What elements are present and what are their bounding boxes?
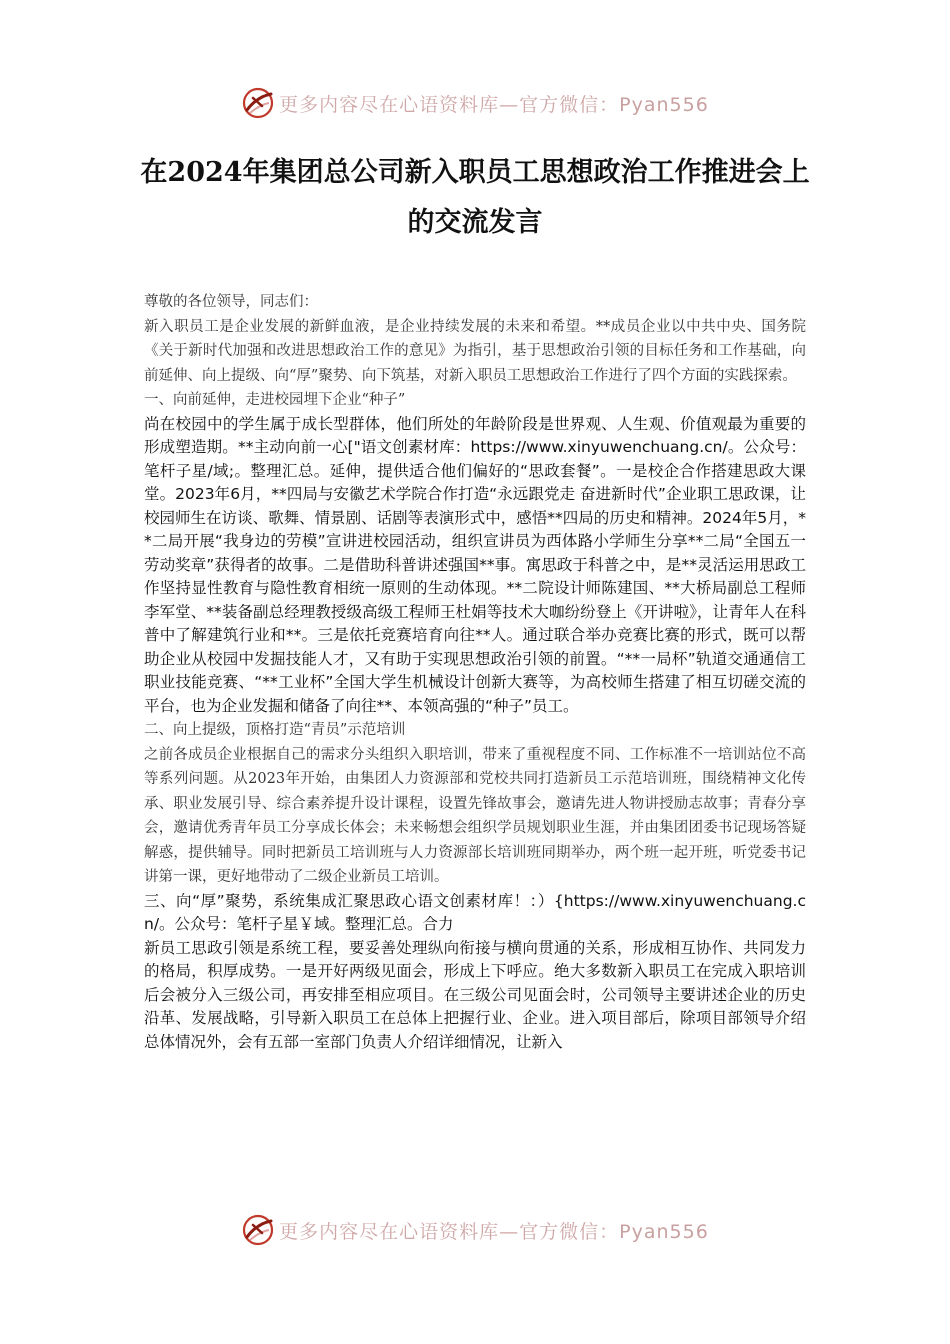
watermark-banner-bottom	[0, 1210, 950, 1250]
section-1-paragraph: 尚在校园中的学生属于成长型群体，他们所处的年龄阶段是世界观、人生观、价值观最为重要的形成塑造期。**主动向前一心["语文创素材库：https://www.xinyuwenchuang.cn/。公众号：笔杆子星/域;。整理汇总。延伸，提供适合他们偏好的“思政套餐”。一是校企合作搭建思政大课堂。2023年6月，**四局与安徽艺术学院合作打造“永远跟党走 奋进新时代”企业职工思政课，让校园师生在访谈、歌舞、情景剧、话剧等表演形式中，感悟**四局的历史和精神。2024年5月，**二局开展“我身边的劳模”宣讲进校园活动，组织宣讲员为西体路小学师生分享**二局“全国五一劳动奖章”获得者的故事。二是借助科普讲述强国**事。寓思政于科普之中，是**灵活运用思政工作坚持显性教育与隐性教育相统一原则的生动体现。**二院设计师陈建国、**大桥局副总工程师李军堂、**装备副总经理教授级高级工程师王杜娟等技术大咖纷纷登上《开讲啦》，让青年人在科普中了解建筑行业和**。三是依托竞赛培育向往**人。通过联合举办竞赛比赛的形式，既可以帮助企业从校园中发掘技能人才，又有助于实现思想政治引领的前置。“**一局杯”轨道交通通信工职业技能竞赛、“**工业杯”全国大学生机械设计创新大赛等，为高校师生搭建了相互切磋交流的平台，也为企业发掘和储备了向往**、本领高强的“种子”员工。	[144, 414, 806, 715]
section-3-paragraph: 新员工思政引领是系统工程，要妥善处理纵向衔接与横向贯通的关系，形成相互协作、共同发力的格局，积厚成势。一是开好两级见面会，形成上下呼应。绝大多数新入职员工在完成入职培训后会被分入三级公司，再安排至相应项目。在三级公司见面会时，公司领导主要讲述企业的历史沿革、发展战略，引导新入职员工在总体上把握行业、企业。进入项目部后，除项目部领导介绍总体情况外，会有五部一室部门负责人介绍详细情况，让新入	[144, 938, 806, 1051]
intro-paragraph: 新入职员工是企业发展的新鲜血液，是企业持续发展的未来和希望。**成员企业以中共中央、国务院《关于新时代加强和改进思想政治工作的意见》为指引，基于思想政治引领的目标任务和工作基础，向前延伸、向上提级、向“厚”聚势、向下筑基，对新入职员工思想政治工作进行了四个方面的实践探索。	[144, 318, 806, 384]
document-body	[144, 290, 806, 1054]
watermark-text: 更多内容尽在心语资料库—官方微信：Pyan556	[279, 1220, 709, 1243]
section-heading-3: 三、向“厚”聚势，系统集成汇聚思政心语文创素材库！：）{https://www.xinyuwenchuang.cn/。公众号：笔杆子星￥域。整理汇总。合力	[144, 891, 806, 933]
section-heading-1: 一、向前延伸，走进校园埋下企业“种子”	[144, 392, 406, 408]
document-title: 在2024年集团总公司新入职员工思想政治工作推进会上的交流发言	[140, 157, 810, 238]
section-heading-2: 二、向上提级，顶格打造“青员”示范培训	[144, 722, 406, 738]
section-2-paragraph: 之前各成员企业根据自己的需求分头组织入职培训，带来了重视程度不同、工作标准不一培训站位不高等系列问题。从2023年开始，由集团人力资源部和党校共同打造新员工示范培训班，围绕精神文化传承、职业发展引导、综合素养提升设计课程，设置先锋故事会，邀请先进人物讲授励志故事；青春分享会，邀请优秀青年员工分享成长体会；未来畅想会组织学员规划职业生涯，并由集团团委书记现场答疑解惑，提供辅导。同时把新员工培训班与人力资源部长培训班同期举办，两个班一起开班，听党委书记讲第一课，更好地带动了二级企业新员工培训。	[144, 746, 806, 885]
book-logo-icon	[241, 86, 275, 120]
salutation: 尊敬的各位领导，同志们：	[144, 294, 318, 310]
watermark-text: 更多内容尽在心语资料库—官方微信：Pyan556	[279, 93, 709, 116]
book-logo-icon	[241, 1213, 275, 1247]
watermark-banner-top	[0, 83, 950, 123]
